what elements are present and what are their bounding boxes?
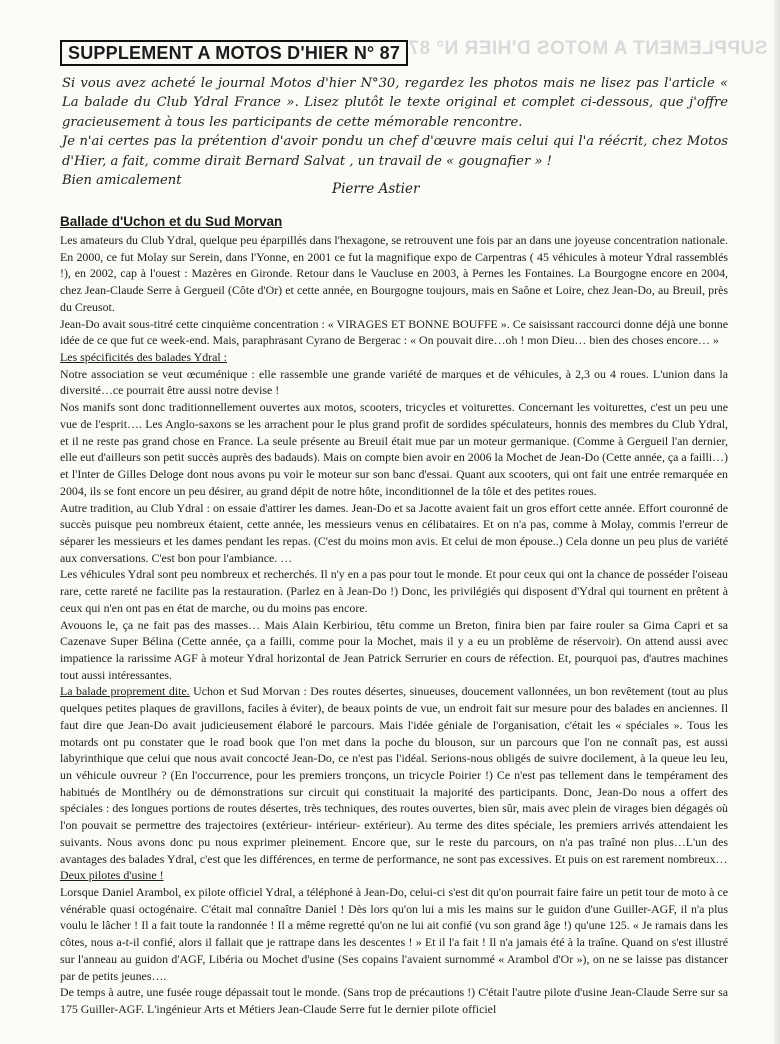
article-paragraph: Les véhicules Ydral sont peu nombreux et recherchés. Il n'y en a pas pour tout le monde. Et pour ceux qui ont la chance de posséder l'oiseau rare, cette rareté ne facilite pas la restauration. (Parlez en à Jean-Do !) Donc, les privilégiés qui disposent d'Ydral qui tournent en prêtent à ceux qui n'en ont pas en état de marche, ou du moins pas encore. bbox=[60, 567, 728, 615]
article-paragraph: Avouons le, ça ne fait pas des masses… Mais Alain Kerbiriou, têtu comme un Breton, finira bien par faire rouler sa Gima Capri et sa Cazenave Super Bélina (Cette année, ça a failli, comme pour la Mochet, mais il y a eu un problème de réservoir). On attend aussi avec impatience la rarissime AGF à moteur Ydral horizontal de Jean Patrick Serrurier en cours de réfection. Et, pourquoi pas, d'autres machines tout aussi intéressantes. bbox=[60, 617, 728, 682]
article-paragraph: Autre tradition, au Club Ydral : on essaie d'attirer les dames. Jean-Do et sa Jacotte avaient fait un gros effort cette année. Effort couronné de succès puisque peu nombreux étaient, cette année, les messieurs venus en célibataires. Et on n'a pas, comme à Molay, commis l'erreur de séparer les messieurs et les dames pendant les repas. (C'est du moins mon avis. Et celui de mon épouse..) Cela donne un peu plus de variété aux conversations. C'est bon pour l'ambiance. … bbox=[60, 500, 728, 565]
section-heading: Deux pilotes d'usine ! bbox=[60, 868, 164, 883]
article-paragraph: Nos manifs sont donc traditionnellement ouvertes aux motos, scooters, tricycles et voiturettes. Concernant les voiturettes, c'est un peu une vue de l'esprit…. Les Anglo-saxons se les arrachent pour le plus grand profit de sordides spéculateurs, honnis des membres du Club Ydral, et il ne reste pas grand chose en France. La seule présente au Breuil était mue par un moteur germanique. (Comme à Gergueil l'an dernier, elle eut d'ailleurs son petit succès auprès des badauds). Mais on compte bien avoir en 2006 la Mochet de Jean-Do (Cette année, ça a failli…) et l'Inter de Gilles Deloge dont nous avons pu voir le moteur sur son banc d'essai. Quant aux scooters, qui ont fait une entrée remarquée en 2004, ils se font encore un peu désirer, au grand dépit de notre hôte, inconditionnel de la tôle et des petites roues. bbox=[60, 400, 728, 498]
article-paragraph: Jean-Do avait sous-titré cette cinquième concentration : « VIRAGES ET BONNE BOUFFE ». Ce saisissant raccourci donne déjà une bonne idée de ce que fut ce week-end. Mais, paraphrasant Cyrano de Bergerac : « On pouvait dire…oh ! mon Dieu… bien des choses encore… » bbox=[60, 316, 728, 348]
bleed-through-title: SUPPLEMENT A MOTOS D'HIER N° 87 bbox=[408, 38, 768, 59]
section-heading: Les spécificités des balades Ydral : bbox=[60, 350, 227, 365]
intro-paragraph: Je n'ai certes pas la prétention d'avoir pondu un chef d'œuvre mais celui qui l'a réécrit, chez Motos d'Hier, a fait, comme dirait Bernard Salvat , un travail de « gougnafier » ! bbox=[62, 134, 728, 169]
article-paragraph: Lorsque Daniel Arambol, ex pilote officiel Ydral, a téléphoné à Jean-Do, celui-ci s'est dit qu'on pourrait faire faire un petit tour de moto à ce vénérable quasi octogénaire. C'était mal connaître Daniel ! Dès lors qu'on lui a mis les mains sur le guidon d'une Guiller-AGF, il n'a plus voulu le lâcher ! Il a fait toute la randonnée ! Il a même regretté qu'on ne lui ait confié (vu son grand âge !) qu'une 125. « Je ramais dans les côtes, nous a-t-il confié, alors il fallait que je rattrape dans les descentes ! » Et il l'a fait ! Il n'a jamais été à la traîne. Quand on s'est illustré sur l'anneau au guidon d'AGF, Libéria ou Mochet d'usine (Ses copains l'avaient surnommé « Arambol d'Or »), on ne se laisse pas distancer par de petits jeunes…. bbox=[60, 885, 728, 983]
article-paragraph: Les amateurs du Club Ydral, quelque peu éparpillés dans l'hexagone, se retrouvent une fois par an dans une joyeuse concentration nationale. En 2000, ce fut Molay sur Serein, dans l'Yonne, en 2001 ce fut la magnifique expo de Carpentras ( 45 véhicules à moteur Ydral rassemblés !), en 2002, cap à l'ouest : Mazères en Gironde. Retour dans le Vaucluse en 2003, à Pernes les Fontaines. La Bourgogne encore en 2004, chez Jean-Claude Serre à Gergueil (Côte d'Or) et cette année, en Bourgogne toujours, mais en Saône et Loire, chez Jean-Do, au Breuil, près du Creusot. bbox=[60, 233, 728, 314]
article-paragraph: Notre association se veut œcuménique : elle rassemble une grande variété de marques et de véhicules, à 2,3 ou 4 roues. L'union dans la diversité…ce pourrait être aussi notre devise ! bbox=[60, 366, 728, 398]
article-title: Ballade d'Uchon et du Sud Morvan bbox=[60, 214, 283, 229]
intro-closing: Bien amicalement bbox=[62, 173, 182, 189]
article-paragraph: De temps à autre, une fusée rouge dépassait tout le monde. (Sans trop de précautions !) C'était l'autre pilote d'usine Jean-Claude Serre sur sa 175 Guiller-AGF. L'ingénieur Arts et Métiers Jean-Claude Serre fut le dernier pilote officiel bbox=[60, 985, 728, 1017]
scan-edge bbox=[774, 0, 780, 1044]
section-text: Uchon et Sud Morvan : Des routes désertes, sinueuses, doucement vallonnées, un bon revêtement (tout au plus quelques petites plaques de gravillons, faciles à éviter), de beaux points de vue, un endroit fait sur mesure pour des balades en anciennes. Il faut dire que Jean-Do avait judicieusement élaboré le parcours. Mais l'idée géniale de l'organisation, c'était les « spéciales ». Tous les motards ont pu constater que le road book que l'on met dans la poche du blouson, sur un parcours que l'on ne connaît pas, est aussi labyrinthique que celui que nous avait concocté Jean-Do, ce n'est pas l'idéal. Serions-nous obligés de suivre docilement, à la queue leu leu, un véhicule ouvreur ? (En l'occurrence, pour les premiers tronçons, un tricycle Poirier !) Ce n'est pas tellement dans le tempérament des habitués de Montlhéry ou de démonstrations sur circuit qui constituait la majorité des participants. Donc, Jean-Do nous a offert des spéciales : des longues portions de routes désertes, très techniques, des routes ouvertes, bien sûr, mais avec plein de virages bien dégagés où l'on pouvait se permettre des trajectoires (extérieur- intérieur- extérieur). Au terme des dites spéciale, les premiers arrivés attendaient les suivants. Nous avons donc pu nous exprimer pleinement. Encore que, sur le reste du parcours, on n'a pas traîné non plus…L'un des avantages des balades Ydral, c'est que les différences, en terme de performance, ne sont pas excessives. Et puis on est rarement nombreux… bbox=[60, 684, 728, 866]
article-body bbox=[60, 232, 728, 1018]
signature: Pierre Astier bbox=[332, 181, 420, 197]
supplement-header: SUPPLEMENT A MOTOS D'HIER N° 87 bbox=[60, 40, 408, 66]
intro-paragraph: Si vous avez acheté le journal Motos d'hier N°30, regardez les photos mais ne lisez pas l'article « La balade du Club Ydral France ». Lisez plutôt le texte original et complet ci-dessous, que j'offre gracieusement à tous les participants de cette mémorable rencontre. bbox=[62, 76, 728, 130]
section-heading: La balade proprement dite. bbox=[60, 684, 190, 699]
article-paragraph bbox=[60, 683, 728, 867]
intro-note bbox=[62, 74, 728, 190]
